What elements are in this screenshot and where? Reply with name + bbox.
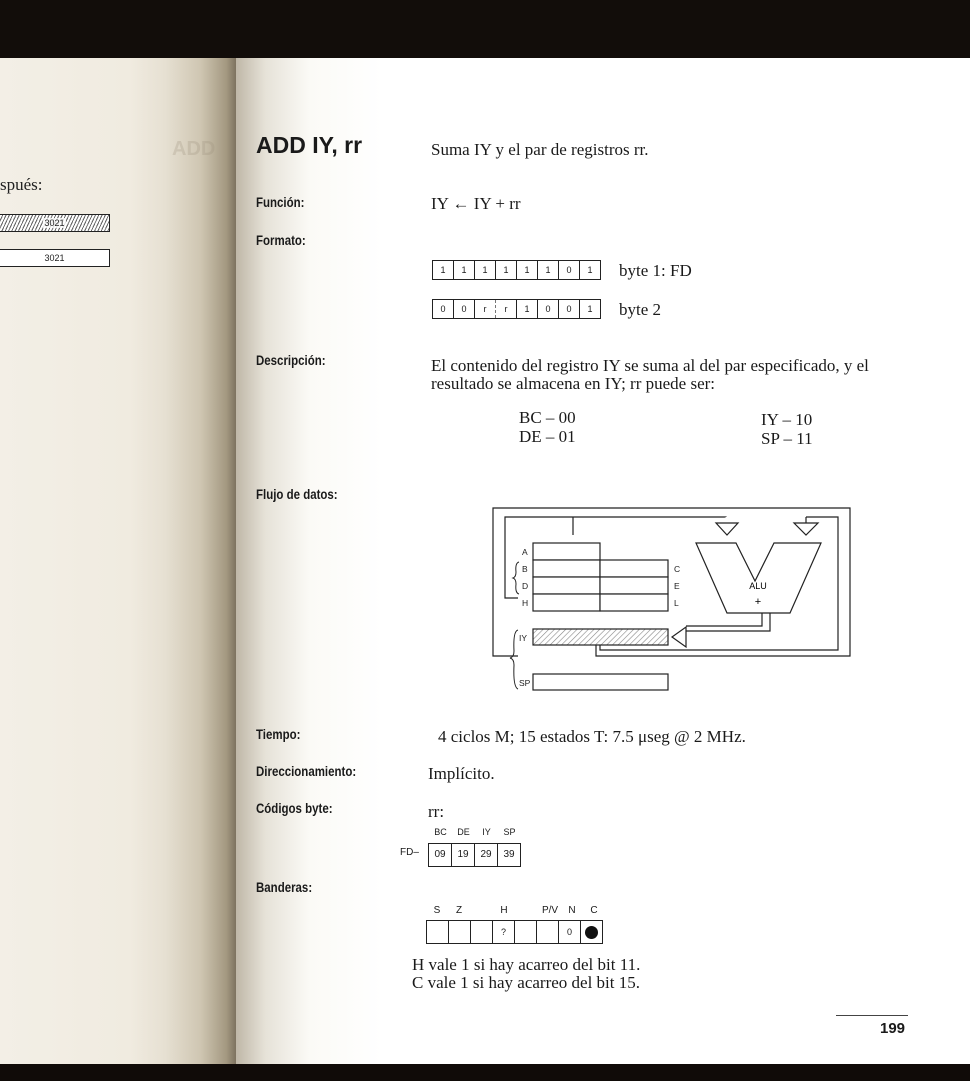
code-header-bc: BC bbox=[434, 827, 447, 837]
byte2-bit: 0 bbox=[538, 300, 559, 318]
alu-input-arrow-left-shape bbox=[716, 523, 738, 535]
left-register-plain: 3021 bbox=[0, 249, 110, 267]
reg-label-h: H bbox=[522, 598, 529, 608]
right-page bbox=[236, 58, 970, 1064]
register-c bbox=[600, 560, 668, 577]
flag-header-c: C bbox=[590, 905, 598, 916]
byte1-bit: 0 bbox=[559, 261, 580, 279]
pair-iy: IY – 10 bbox=[761, 410, 813, 429]
reg-label-l: L bbox=[674, 598, 679, 608]
byte2-bit: r bbox=[475, 300, 496, 318]
code-cell-bc: 09 bbox=[429, 844, 452, 866]
register-b bbox=[533, 560, 600, 577]
byte1-bit: 1 bbox=[433, 261, 454, 279]
byte1-bit: 1 bbox=[496, 261, 517, 279]
flag-header-h: H bbox=[500, 905, 508, 916]
reg-label-a: A bbox=[522, 547, 528, 557]
direccionamiento-value: Implícito. bbox=[428, 764, 495, 783]
brace-bc-de bbox=[513, 562, 519, 594]
reg-label-b: B bbox=[522, 564, 528, 574]
ghost-heading: ADD bbox=[172, 138, 216, 160]
funcion-expression: IY ← IY + rr bbox=[431, 194, 521, 213]
data-flow-diagram bbox=[488, 503, 858, 698]
byte1-bit: 1 bbox=[454, 261, 475, 279]
flags-register bbox=[426, 920, 603, 944]
brace-iy-sp bbox=[510, 630, 518, 689]
label-flujo: Flujo de datos: bbox=[256, 486, 338, 502]
label-banderas: Banderas: bbox=[256, 879, 313, 895]
pair-sp: SP – 11 bbox=[761, 429, 813, 448]
label-direccionamiento: Direccionamiento: bbox=[256, 763, 357, 779]
byte2-bit: 1 bbox=[517, 300, 538, 318]
register-e bbox=[600, 577, 668, 594]
code-header-iy: IY bbox=[482, 827, 491, 837]
byte1-bit: 1 bbox=[517, 261, 538, 279]
tiempo-value: 4 ciclos M; 15 estados T: 7.5 μseg @ 2 MHz. bbox=[438, 727, 746, 746]
byte1-bit: 1 bbox=[475, 261, 496, 279]
banderas-note2: C vale 1 si hay acarreo del bit 15. bbox=[412, 973, 641, 992]
iy-input-arrow bbox=[672, 627, 686, 647]
byte2-bit: 0 bbox=[433, 300, 454, 318]
alu-label: ALU bbox=[749, 581, 767, 591]
register-a bbox=[533, 543, 600, 560]
register-h bbox=[533, 594, 600, 611]
code-cell-iy: 29 bbox=[475, 844, 498, 866]
instruction-summary: Suma IY y el par de registros rr. bbox=[431, 140, 649, 159]
flag-header-s: S bbox=[433, 905, 441, 916]
byte2-bit: 0 bbox=[559, 300, 580, 318]
pair-de: DE – 01 bbox=[519, 427, 576, 446]
byte1-label: byte 1: FD bbox=[619, 261, 692, 280]
page-number: 199 bbox=[880, 1020, 906, 1037]
alu-input-arrow-right bbox=[794, 523, 818, 535]
register-iy bbox=[533, 629, 668, 645]
flag-header-n: N bbox=[568, 905, 576, 916]
code-prefix: FD– bbox=[400, 847, 419, 858]
top-dark-border bbox=[0, 0, 970, 58]
flow-line-alu-out bbox=[686, 613, 770, 631]
byte2-bit: 0 bbox=[454, 300, 475, 318]
reg-label-sp: SP bbox=[519, 678, 531, 688]
flag-cell-s bbox=[427, 921, 449, 943]
reg-label-c: C bbox=[674, 564, 681, 574]
byte1-bit: 1 bbox=[587, 265, 593, 275]
reg-label-e: E bbox=[674, 581, 680, 591]
banderas-note1: H vale 1 si hay acarreo del bit 11. bbox=[412, 955, 641, 974]
flow-line-alu-out-inner bbox=[686, 613, 762, 626]
descripcion-line1: El contenido del registro IY se suma al del par especificado, y el bbox=[431, 356, 869, 375]
flag-cell-5 bbox=[471, 921, 493, 943]
codes-table bbox=[428, 843, 521, 867]
left-register-hatched bbox=[0, 214, 110, 232]
code-cell-de: 19 bbox=[452, 844, 475, 866]
left-page bbox=[0, 58, 236, 1064]
code-cell-sp: 39 bbox=[503, 849, 515, 860]
byte2-label: byte 2 bbox=[619, 300, 662, 319]
byte1-bit-row bbox=[432, 260, 601, 280]
flag-cell-pv bbox=[537, 921, 559, 943]
label-tiempo: Tiempo: bbox=[256, 726, 301, 742]
codigos-rr-label: rr: bbox=[428, 802, 445, 821]
reg-label-d: D bbox=[522, 581, 529, 591]
left-page-text: spués: bbox=[0, 175, 43, 194]
flag-cell-c bbox=[581, 921, 602, 943]
label-descripcion: Descripción: bbox=[256, 352, 326, 368]
byte2-bit-row bbox=[432, 299, 601, 319]
register-pairs-left bbox=[519, 408, 576, 446]
register-d bbox=[533, 577, 600, 594]
page-number-rule bbox=[836, 1015, 908, 1016]
flag-cell-z bbox=[449, 921, 471, 943]
byte2-bit: 1 bbox=[587, 304, 593, 314]
byte2-bit: r bbox=[496, 300, 517, 318]
carry-affected-dot-icon bbox=[585, 926, 598, 939]
flag-cell-h: ? bbox=[493, 921, 515, 943]
code-header-sp: SP bbox=[503, 827, 516, 837]
flag-cell-3 bbox=[515, 921, 537, 943]
flag-header-pv: P/V bbox=[541, 905, 559, 916]
flag-cell-n: 0 bbox=[559, 921, 581, 943]
instruction-mnemonic: ADD IY, rr bbox=[256, 132, 363, 158]
register-l bbox=[600, 594, 668, 611]
register-pairs-right bbox=[761, 410, 813, 448]
alu-plus: + bbox=[754, 596, 762, 608]
byte1-bit: 1 bbox=[538, 261, 559, 279]
left-register-hatched-value: 3021 bbox=[44, 218, 65, 228]
flag-header-z: Z bbox=[455, 905, 463, 916]
pair-bc: BC – 00 bbox=[519, 408, 576, 427]
descripcion-line2: resultado se almacena en IY; rr puede ser: bbox=[431, 374, 716, 393]
label-formato: Formato: bbox=[256, 232, 306, 248]
register-sp bbox=[533, 674, 668, 690]
code-header-de: DE bbox=[457, 827, 470, 837]
label-codigos: Códigos byte: bbox=[256, 800, 333, 816]
reg-label-iy: IY bbox=[519, 633, 528, 643]
label-funcion: Función: bbox=[256, 194, 305, 210]
bottom-dark-border bbox=[0, 1064, 970, 1081]
